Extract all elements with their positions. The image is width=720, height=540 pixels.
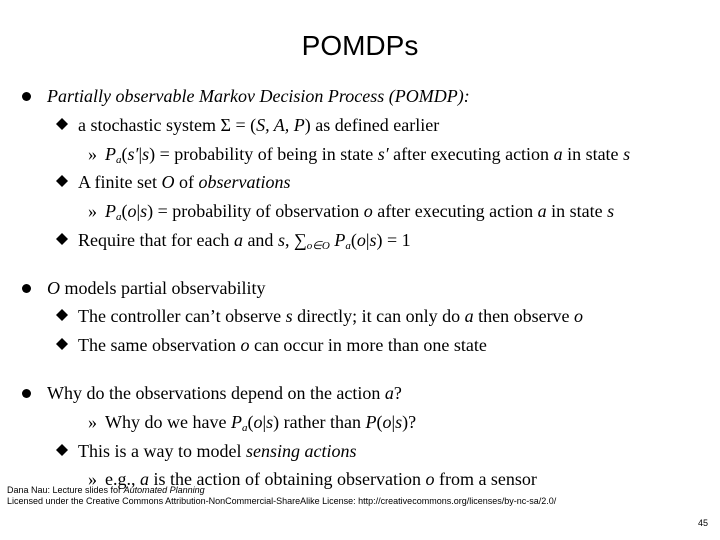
page-number: 45: [697, 518, 708, 528]
diamond-bullet-icon: [56, 309, 68, 321]
bullet-2-sub-2: The same observation o can occur in more than one state: [78, 334, 487, 356]
bullet-3-sub-1: This is a way to model sensing actions: [78, 440, 356, 462]
bullet-1-sub-2-detail: » $P_a(o|s)$ = probability of observation o after executing action a in state s: [88, 201, 615, 223]
raquo-icon: »: [88, 201, 97, 221]
diamond-bullet-icon: [56, 118, 68, 130]
bullet-3: Why do the observations depend on the action a?: [47, 383, 402, 403]
slide-title: POMDPs: [301, 30, 419, 61]
bullet-2-sub-1: The controller can’t observe s directly; it can only do a then observe o: [78, 305, 583, 327]
raquo-icon: »: [88, 144, 97, 164]
bullet-1-sub-3: Require that for each a and s, $\sum_{o\in O}$ $P_a(o|s) = 1$: [78, 229, 411, 257]
bullet-dot-2: [22, 284, 31, 293]
bullet-1-sub-2: A finite set O of observations: [78, 171, 291, 193]
diamond-bullet-icon: [56, 338, 68, 350]
footer-line-1: Dana Nau: Lecture slides for Automated Planning: [7, 485, 205, 495]
bullet-1-text: Partially observable Markov Decision Process (POMDP):: [47, 86, 470, 106]
bullet-2: O models partial observability: [47, 278, 266, 298]
bullet-3-detail-2: » e.g., a is the action of obtaining observation o from a sensor: [88, 469, 537, 489]
raquo-icon: »: [88, 412, 97, 432]
bullet-1: [47, 85, 470, 107]
diamond-bullet-icon: [56, 233, 68, 245]
bullet-dot-1: [22, 92, 31, 101]
raquo-icon: »: [88, 469, 97, 489]
bullet-1-sub-1-detail: » $P_a(s'|s)$ = probability of being in state s′ after executing action a in state s: [88, 144, 631, 166]
diamond-bullet-icon: [56, 175, 68, 187]
sum-symbol: ∑: [293, 230, 307, 250]
footer-credits: [7, 485, 556, 507]
bullet-1-sub-1: a stochastic system Σ = (S, A, P) as defined earlier: [78, 114, 439, 136]
diamond-bullet-icon: [56, 444, 68, 456]
footer-line-2: Licensed under the Creative Commons Attribution-NonCommercial-ShareAlike License: http://creativecommons.org/licenses/by-nc-sa/2.0/: [7, 496, 557, 506]
bullet-3-detail-1: » Why do we have $P_a(o|s)$ rather than P(o|s)?: [88, 412, 417, 434]
bullet-dot-3: [22, 389, 31, 398]
